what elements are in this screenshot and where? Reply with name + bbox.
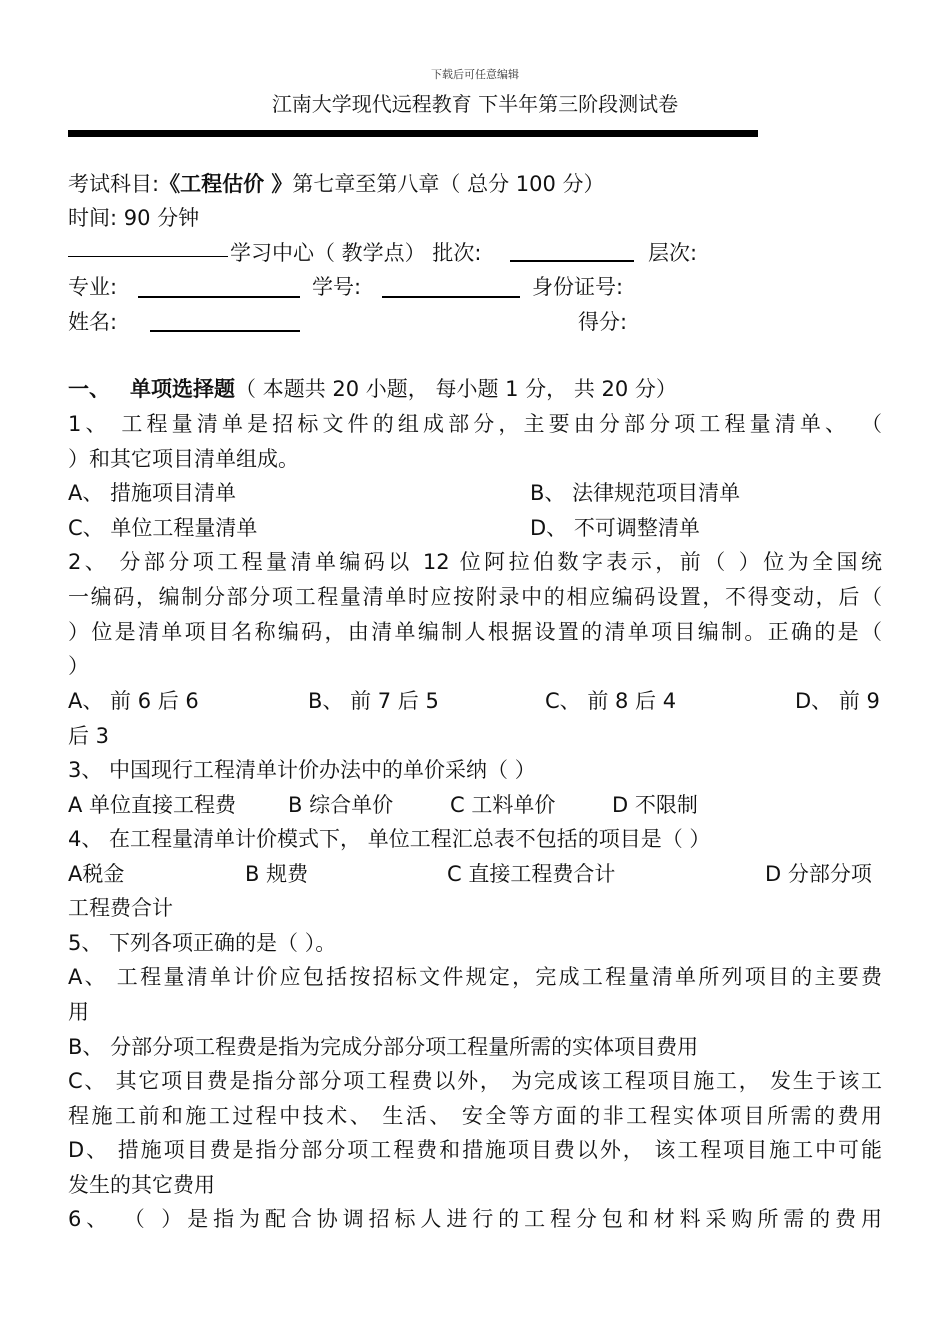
download-note: 下载后可任意编辑 [431,68,519,81]
q2-stem-cont: 一编码，编制分部分项工程量清单时应按附录中的相应编码设置，不得变动，后（ [68,585,882,609]
major-blank[interactable] [138,296,300,298]
q4-stem: 4、 在工程量清单计价模式下， 单位工程汇总表不包括的项目是（ ） [68,827,711,851]
title-divider [68,130,758,137]
q4-option-a[interactable]: A税金 [68,862,125,886]
section-desc: （ 本题共 20 小题， 每小题 1 分， 共 20 分） [235,377,677,401]
q2-option-c[interactable]: C、 前 8 后 4 [545,689,677,713]
q5-option-a[interactable]: A、 工程量清单计价应包括按招标文件规定，完成工程量清单所列项目的主要费 [68,965,882,989]
major-label: 专业: [68,275,118,299]
study-center-blank[interactable] [68,256,228,257]
q5-stem: 5、 下列各项正确的是（ ）。 [68,931,337,955]
q1-option-a[interactable]: A、 措施项目清单 [68,481,237,505]
q1-option-d[interactable]: D、 不可调整清单 [530,516,700,540]
name-label: 姓名: [68,310,118,334]
subject-rest: 第七章至第八章（ 总分 100 分） [292,172,605,196]
student-id-label: 学号: [312,275,362,299]
q3-option-a[interactable]: A 单位直接工程费 [68,793,237,817]
score-label: 得分: [578,310,628,334]
q2-option-a[interactable]: A、 前 6 后 6 [68,689,199,713]
q5-option-c-cont: 程施工前和施工过程中技术、 生活、 安全等方面的非工程实体项目所需的费用 [68,1104,882,1128]
q5-option-b[interactable]: B、 分部分项工程费是指为完成分部分项工程量所需的实体项目费用 [68,1035,699,1059]
q2-stem-cont-2: ）位是清单项目名称编码，由清单编制人根据设置的清单项目编制。正确的是（ [68,620,882,644]
q4-option-b[interactable]: B 规费 [245,862,309,886]
page-title: 江南大学现代远程教育 下半年第三阶段测试卷 [271,92,679,116]
q5-option-c[interactable]: C、 其它项目费是指分部分项工程费以外， 为完成该工程项目施工， 发生于该工 [68,1069,882,1093]
q2-option-b[interactable]: B、 前 7 后 5 [308,689,439,713]
q3-stem: 3、 中国现行工程清单计价办法中的单价采纳（ ） [68,758,536,782]
level-label: 层次: [648,241,698,265]
q3-option-d[interactable]: D 不限制 [612,793,698,817]
q4-option-d-cont: 工程费合计 [68,896,173,920]
q2-stem-end: ） [68,654,89,678]
subject-name: 《工程估价 》 [159,172,293,196]
batch-blank[interactable] [510,260,634,262]
q1-option-c[interactable]: C、 单位工程量清单 [68,516,258,540]
q2-option-d[interactable]: D、 前 9 [795,689,880,713]
student-id-blank[interactable] [382,296,520,298]
q4-option-d[interactable]: D 分部分项 [765,862,872,886]
q1-option-b[interactable]: B、 法律规范项目清单 [530,481,741,505]
subject-line [68,167,605,201]
id-card-label: 身份证号: [532,275,624,299]
q6-stem: 6、 （ ）是指为配合协调招标人进行的工程分包和材料采购所需的费用 [68,1207,882,1231]
q2-stem: 2、 分部分项工程量清单编码以 12 位阿拉伯数字表示，前（ ）位为全国统 [68,550,882,574]
q3-option-c[interactable]: C 工料单价 [450,793,556,817]
section-title: 单项选择题 [130,377,236,401]
center-label: 学习中心（ 教学点） 批次: [230,241,482,265]
q5-option-d-cont: 发生的其它费用 [68,1173,215,1197]
q3-option-b[interactable]: B 综合单价 [288,793,394,817]
subject-label: 考试科目: [68,172,160,196]
q4-option-c[interactable]: C 直接工程费合计 [447,862,616,886]
q1-stem-cont: ）和其它项目清单组成。 [68,447,299,471]
section-heading [68,372,677,406]
q5-option-d[interactable]: D、 措施项目费是指分部分项工程费和措施项目费以外， 该工程项目施工中可能 [68,1138,882,1162]
exam-time: 时间: 90 分钟 [68,206,200,230]
q1-stem: 1、 工程量清单是招标文件的组成部分，主要由分部分项工程量清单、 （ [68,412,882,436]
q2-option-d-cont: 后 3 [68,724,110,748]
section-number: 一、 [68,377,110,401]
q5-option-a-cont: 用 [68,1000,89,1024]
name-blank[interactable] [150,330,300,332]
